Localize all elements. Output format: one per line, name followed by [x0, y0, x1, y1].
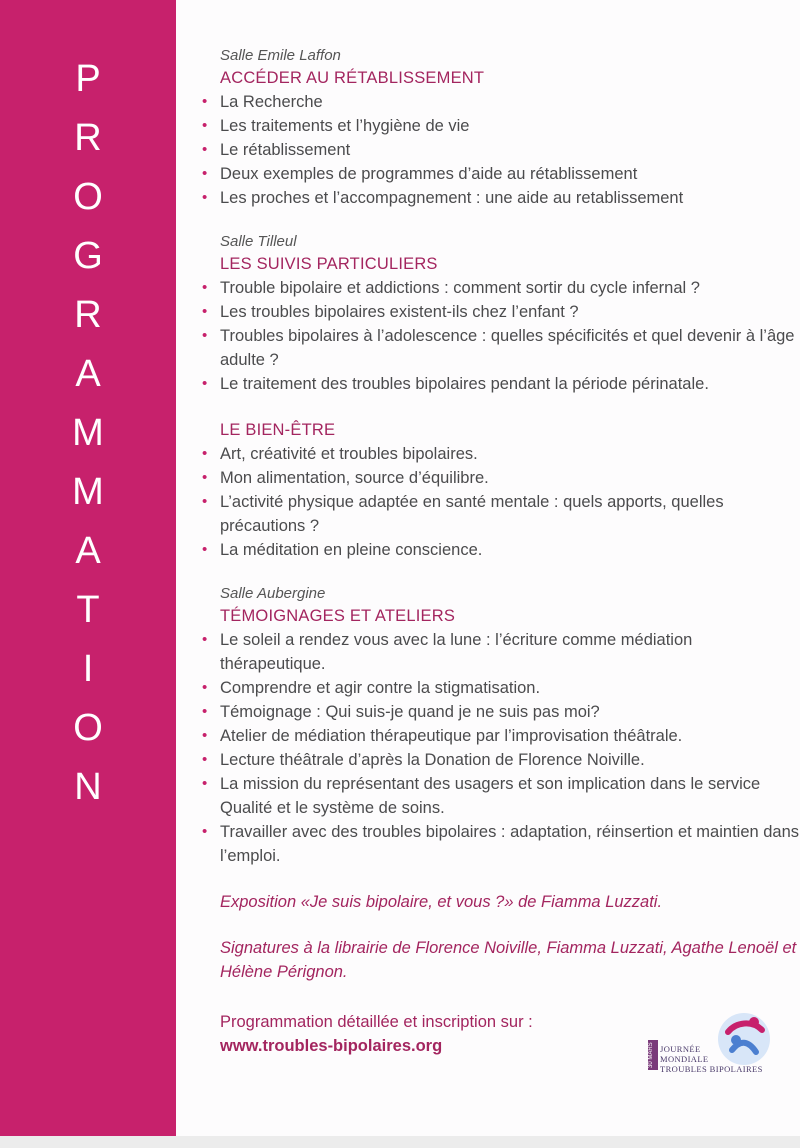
list-item: • Les proches et l’accompagnement : une aide au retablissement — [200, 186, 800, 210]
list-item: • Témoignage : Qui suis-je quand je ne suis pas moi? — [200, 700, 800, 724]
list-item: • Travailler avec des troubles bipolaires : adaptation, réinsertion et maintien dans l’emploi. — [200, 820, 800, 868]
logo-line: MONDIALE — [660, 1054, 709, 1064]
list-item: • Troubles bipolaires à l’adolescence : quelles spécificités et quel devenir à l’âge adulte ? — [200, 324, 800, 372]
item-list — [200, 628, 800, 868]
title-letter: G — [73, 235, 103, 277]
section-heading: TÉMOIGNAGES ET ATELIERS — [220, 607, 456, 625]
program-content — [200, 46, 800, 1058]
title-letter: P — [75, 58, 101, 100]
list-item: • La mission du représentant des usagers et son implication dans le service Qualité et le système de soins. — [200, 772, 800, 820]
exposition-note: Exposition «Je suis bipolaire, et vous ?» de Fiamma Luzzati. — [220, 893, 663, 911]
title-letter: A — [75, 530, 101, 572]
vertical-title — [0, 50, 176, 817]
list-item: • Atelier de médiation thérapeutique par l’improvisation théâtrale. — [200, 724, 800, 748]
sidebar-band — [0, 0, 176, 1136]
event-logo — [644, 1010, 784, 1090]
list-item: • La méditation en pleine conscience. — [200, 538, 800, 562]
list-item: • Le traitement des troubles bipolaires pendant la période périnatale. — [200, 372, 800, 396]
title-letter: O — [73, 707, 103, 749]
section-heading: LES SUIVIS PARTICULIERS — [220, 255, 438, 273]
list-item: • Art, créativité et troubles bipolaires. — [200, 442, 800, 466]
footer-text: Programmation détaillée et inscription sur : — [220, 1013, 533, 1031]
section-retablissement — [200, 46, 800, 210]
section-heading: ACCÉDER AU RÉTABLISSEMENT — [220, 69, 485, 87]
signatures-note: Signatures à la librairie de Florence Noiville, Fiamma Luzzati, Agathe Lenoël et Hélène Pérignon. — [220, 939, 797, 981]
list-item: • Deux exemples de programmes d’aide au rétablissement — [200, 162, 800, 186]
title-letter: I — [82, 648, 94, 690]
page-bottom-edge — [0, 1136, 800, 1148]
list-item: • Les troubles bipolaires existent-ils chez l’enfant ? — [200, 300, 800, 324]
list-item: • Lecture théâtrale d’après la Donation de Florence Noiville. — [200, 748, 800, 772]
title-letter: R — [74, 294, 102, 336]
list-item: • Comprendre et agir contre la stigmatisation. — [200, 676, 800, 700]
logo-date: 30 MARS — [648, 1040, 658, 1070]
logo-line: JOURNÉE — [660, 1044, 701, 1054]
item-list — [200, 90, 800, 210]
list-item: • Les traitements et l’hygiène de vie — [200, 114, 800, 138]
list-item: • Mon alimentation, source d’équilibre. — [200, 466, 800, 490]
room-name: Salle Aubergine — [220, 585, 326, 602]
list-item: • Le soleil a rendez vous avec la lune : l’écriture comme médiation thérapeutique. — [200, 628, 800, 676]
section-bien-etre — [200, 418, 800, 562]
title-letter: O — [73, 176, 103, 218]
list-item: • Le rétablissement — [200, 138, 800, 162]
website-link[interactable]: www.troubles-bipolaires.org — [220, 1037, 443, 1055]
item-list — [200, 276, 800, 396]
title-letter: N — [74, 766, 102, 808]
logo-text — [660, 1044, 790, 1074]
section-temoignages — [200, 584, 800, 868]
logo-line: TROUBLES BIPOLAIRES — [660, 1064, 763, 1074]
section-suivis — [200, 232, 800, 396]
title-letter: M — [72, 471, 104, 513]
item-list — [200, 442, 800, 562]
section-heading: LE BIEN-ÊTRE — [220, 421, 336, 439]
list-item: • L’activité physique adaptée en santé mentale : quels apports, quelles précautions ? — [200, 490, 800, 538]
list-item: • La Recherche — [200, 90, 800, 114]
room-name: Salle Emile Laffon — [220, 47, 341, 64]
list-item: • Trouble bipolaire et addictions : comment sortir du cycle infernal ? — [200, 276, 800, 300]
title-letter: A — [75, 353, 101, 395]
title-letter: T — [76, 589, 100, 631]
title-letter: R — [74, 117, 102, 159]
title-letter: M — [72, 412, 104, 454]
room-name: Salle Tilleul — [220, 233, 297, 250]
